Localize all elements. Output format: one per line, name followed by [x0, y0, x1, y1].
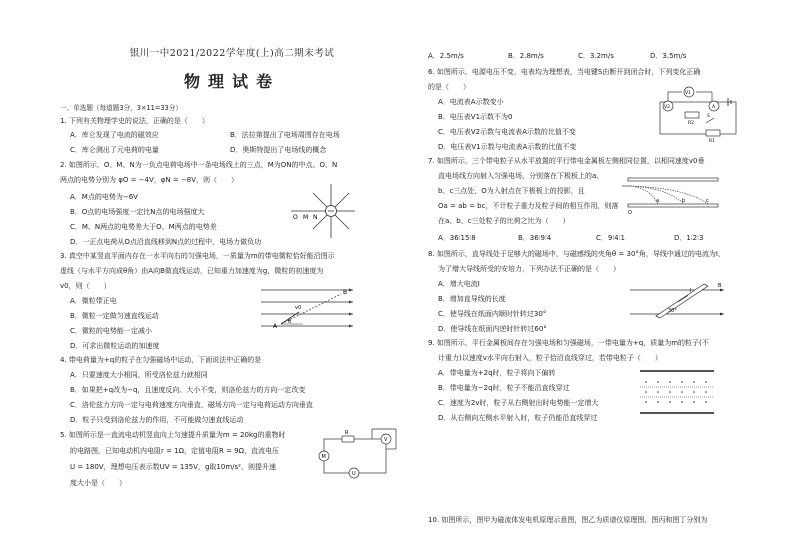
- q3-stem-line2: 虚线（与水平方向成θ角）由A向B做直线运动，已知重力加速度为g，微粒的初速度为: [60, 267, 324, 275]
- q2-option-b: B．O点的电场强度一定比N点的电场强度大: [70, 208, 205, 216]
- q8-wire-figure: [626, 278, 730, 322]
- q6-circuit-figure: [652, 84, 744, 144]
- q5-option-c: C．3.2m/s: [578, 52, 614, 60]
- q7-label-a: a: [656, 198, 660, 204]
- q1-option-b: B．法拉第提出了电场周围存在电场: [230, 131, 340, 139]
- q6-option-a: A．电流表A示数变小: [438, 98, 504, 106]
- q9-stem-line1: 9. 如图所示，平行金属板间存在匀强电场和匀强磁场，一带电量为+q，质量为m的粒子(不: [428, 339, 709, 347]
- q2-label-o: O: [293, 214, 298, 221]
- q7-label-c: c: [706, 198, 709, 204]
- q1-stem: 1. 下列有关物理学史的说法，正确的是（ ）: [60, 117, 209, 125]
- q10-stem-line1: 10. 如图所示，图甲为磁流体发电机原理示意图，图乙为质谱仪原理图，图丙和图丁分别为: [428, 516, 708, 524]
- q5-label-u: U: [352, 471, 356, 477]
- q6-option-d: D．电压表V1示数与电流表A示数的比值不变: [438, 143, 577, 151]
- q8-label-i: I: [690, 288, 692, 294]
- q6-label-r2: R2: [688, 121, 694, 126]
- q5-stem-line2: 的电路图，已知电动机内电阻r = 1Ω，定值电阻R = 9Ω，直流电压: [70, 447, 279, 455]
- q3-label-a: A: [273, 323, 278, 330]
- q2-label-n: N: [313, 214, 318, 221]
- exam-title: 物理试卷: [183, 71, 280, 91]
- q4-stem: 4. 带电荷量为+q的粒子在匀强磁场中运动，下面说法中正确的是: [60, 356, 262, 364]
- q2-option-d: D．一正点电荷从O点沿直线移到N点的过程中，电场力做负功: [70, 238, 262, 246]
- q6-option-c: C．电压表V2示数与电流表A示数的比值不变: [438, 128, 576, 136]
- q9-option-d: D．从右侧向左侧水平射入时，粒子仍能沿直线穿过: [438, 414, 598, 422]
- q4-option-a: A．只要速度大小相同，所受洛伦兹力就相同: [70, 371, 208, 379]
- q6-label-a: A: [712, 105, 716, 110]
- q8-label-angle: 30°: [668, 308, 677, 314]
- q7-label-o: O: [628, 210, 632, 216]
- q7-stem-line2: 直电场线方向射入匀强电场，分别落在下极板上的a、: [438, 172, 604, 180]
- q3-label-theta: θ: [288, 319, 292, 325]
- q5-option-a: A．2.5m/s: [428, 52, 464, 60]
- q3-label-b: B: [343, 289, 348, 296]
- q7-option-b: B．36∶9∶4: [518, 234, 552, 242]
- q7-stem-line5: 在a、b、c三处粒子的比荷之比为（ ）: [438, 217, 570, 225]
- q7-label-b: b: [682, 198, 686, 204]
- q8-label-b: B: [718, 283, 722, 289]
- q6-label-v2: V2: [664, 105, 670, 110]
- q3-option-d: D．可求出微粒运动的加速度: [70, 342, 160, 350]
- q4-option-b: B．如果把+q改为−q，且速度反向、大小不变，则洛伦兹力的方向一定改变: [70, 386, 306, 394]
- q9-option-b: B．带电量为−2q时，粒子不能沿直线穿过: [438, 384, 570, 392]
- q7-option-d: D．1∶2∶3: [674, 234, 704, 242]
- q6-label-v1: V1: [685, 91, 691, 96]
- q7-plates-figure: [618, 172, 723, 216]
- q5-option-b: B．2.8m/s: [508, 52, 544, 60]
- q1-option-a: A．库仑发现了电流的磁效应: [70, 131, 159, 139]
- q5-label-m: M: [321, 454, 326, 460]
- left-column: [52, 0, 412, 550]
- q7-option-a: A．36∶15∶8: [438, 234, 476, 242]
- q5-stem-line3: U = 180V，理想电压表示数UV = 135V，g取10m/s²，则提升速: [70, 463, 276, 471]
- section-heading: 一、单选题（每道题3分，3×11=33分）: [60, 104, 182, 112]
- q2-stem-line1: 2. 如图所示，O、M、N为一负点电荷电场中一条电场线上的三点，M为ON的中点。O、N: [60, 161, 338, 169]
- q9-stem-line2: 计重力)以速度v水平向右射入，粒子恰沿直线穿过，若带电粒子（ ）: [438, 354, 662, 362]
- q8-stem-line2: 为了增大导线所受的安培力，下列办法不正确的是（ ）: [438, 265, 620, 273]
- q3-option-b: B．微粒一定做匀速直线运动: [70, 312, 159, 320]
- q2-option-a: A．M点的电势为−6V: [70, 193, 138, 201]
- q1-option-d: D．奥斯特提出了电场线的概念: [230, 146, 327, 154]
- q8-option-b: B．增加直导线的长度: [438, 295, 506, 303]
- q1-option-c: C．库仑测出了元电荷的电量: [70, 146, 159, 154]
- q5-stem-line4: 度大小是（ ）: [70, 479, 126, 487]
- q8-option-c: C．使导线在纸面内顺时针转过30°: [438, 310, 547, 318]
- q3-label-v0: v0: [295, 305, 302, 311]
- q6-stem-line1: 6. 如图所示，电源电压不变，电表均为理想表，当电键S由断开到闭合时，下列变化正确: [428, 68, 701, 76]
- q5-label-r: R: [345, 430, 349, 436]
- q6-label-r1: R1: [709, 139, 715, 144]
- q7-stem-line3: b、c三点处，O为入射点在下极板上的投影，且: [438, 187, 585, 195]
- q3-stem-line1: 3. 真空中某竖直平面内存在一水平向右的匀强电场，一质量为m的带电微粒恰好能沿图示: [60, 252, 335, 260]
- q6-stem-line2: 的是（ ）: [428, 83, 470, 91]
- q6-label-s: S: [707, 114, 710, 119]
- q4-option-d: D．粒子只受到洛伦兹力的作用，不可能做匀速直线运动: [70, 416, 244, 424]
- q2-field-figure: [287, 182, 357, 240]
- q6-option-b: B．电压表V1示数不为0: [438, 113, 513, 121]
- q8-stem-line1: 8. 如图所示，直导线处于足够大的磁场中，与磁感线的夹角θ = 30°角，导线中通过的电流为I，: [428, 250, 725, 258]
- q3-option-a: A．微粒带正电: [70, 297, 117, 305]
- q5-option-d: D．3.5m/s: [650, 52, 687, 60]
- q4-option-c: C．洛伦兹力方向一定与电荷速度方向垂直，磁场方向一定与电荷运动方向垂直: [70, 401, 313, 409]
- q7-stem-line4: Oa = ab = bc，不计粒子重力及粒子间的相互作用，则落: [438, 202, 619, 210]
- q5-label-v: V: [384, 437, 388, 443]
- q8-option-a: A．增大电流I: [438, 280, 480, 288]
- q2-label-m: M: [303, 214, 309, 221]
- q5-circuit-figure: [314, 425, 406, 485]
- right-column: [418, 0, 778, 550]
- q2-option-c: C．M、N两点的电势差大于O、M两点的电势差: [70, 223, 217, 231]
- q9-option-c: C．速度为2v时，粒子从右侧射出时电势能一定增大: [438, 399, 599, 407]
- q3-field-figure: [257, 282, 357, 334]
- q5-stem-line1: 5. 如图所示是一直流电动机竖直向上匀速提升质量为m = 20kg的重物时: [60, 431, 286, 439]
- school-line: 银川一中2021/2022学年度(上)高二期末考试: [129, 48, 335, 59]
- q9-plates-figure: [636, 368, 718, 418]
- q7-option-c: C．9∶4∶1: [596, 234, 625, 242]
- q9-option-a: A．带电量为+2q时，粒子将向下偏转: [438, 369, 556, 377]
- q3-option-c: C．微粒的电势能一定减小: [70, 327, 152, 335]
- q3-stem-line3: v0，则（ ）: [60, 282, 111, 290]
- q8-option-d: D．使导线在纸面内逆时针转过60°: [438, 325, 547, 333]
- q7-stem-line1: 7. 如图所示，三个带电粒子从水平放置的平行带电金属板左侧相同位置，以相同速度v0垂: [428, 157, 705, 165]
- q2-stem-line2: 两点的电势分别为 φO = −4V，φN = −8V，则（ ）: [60, 176, 239, 184]
